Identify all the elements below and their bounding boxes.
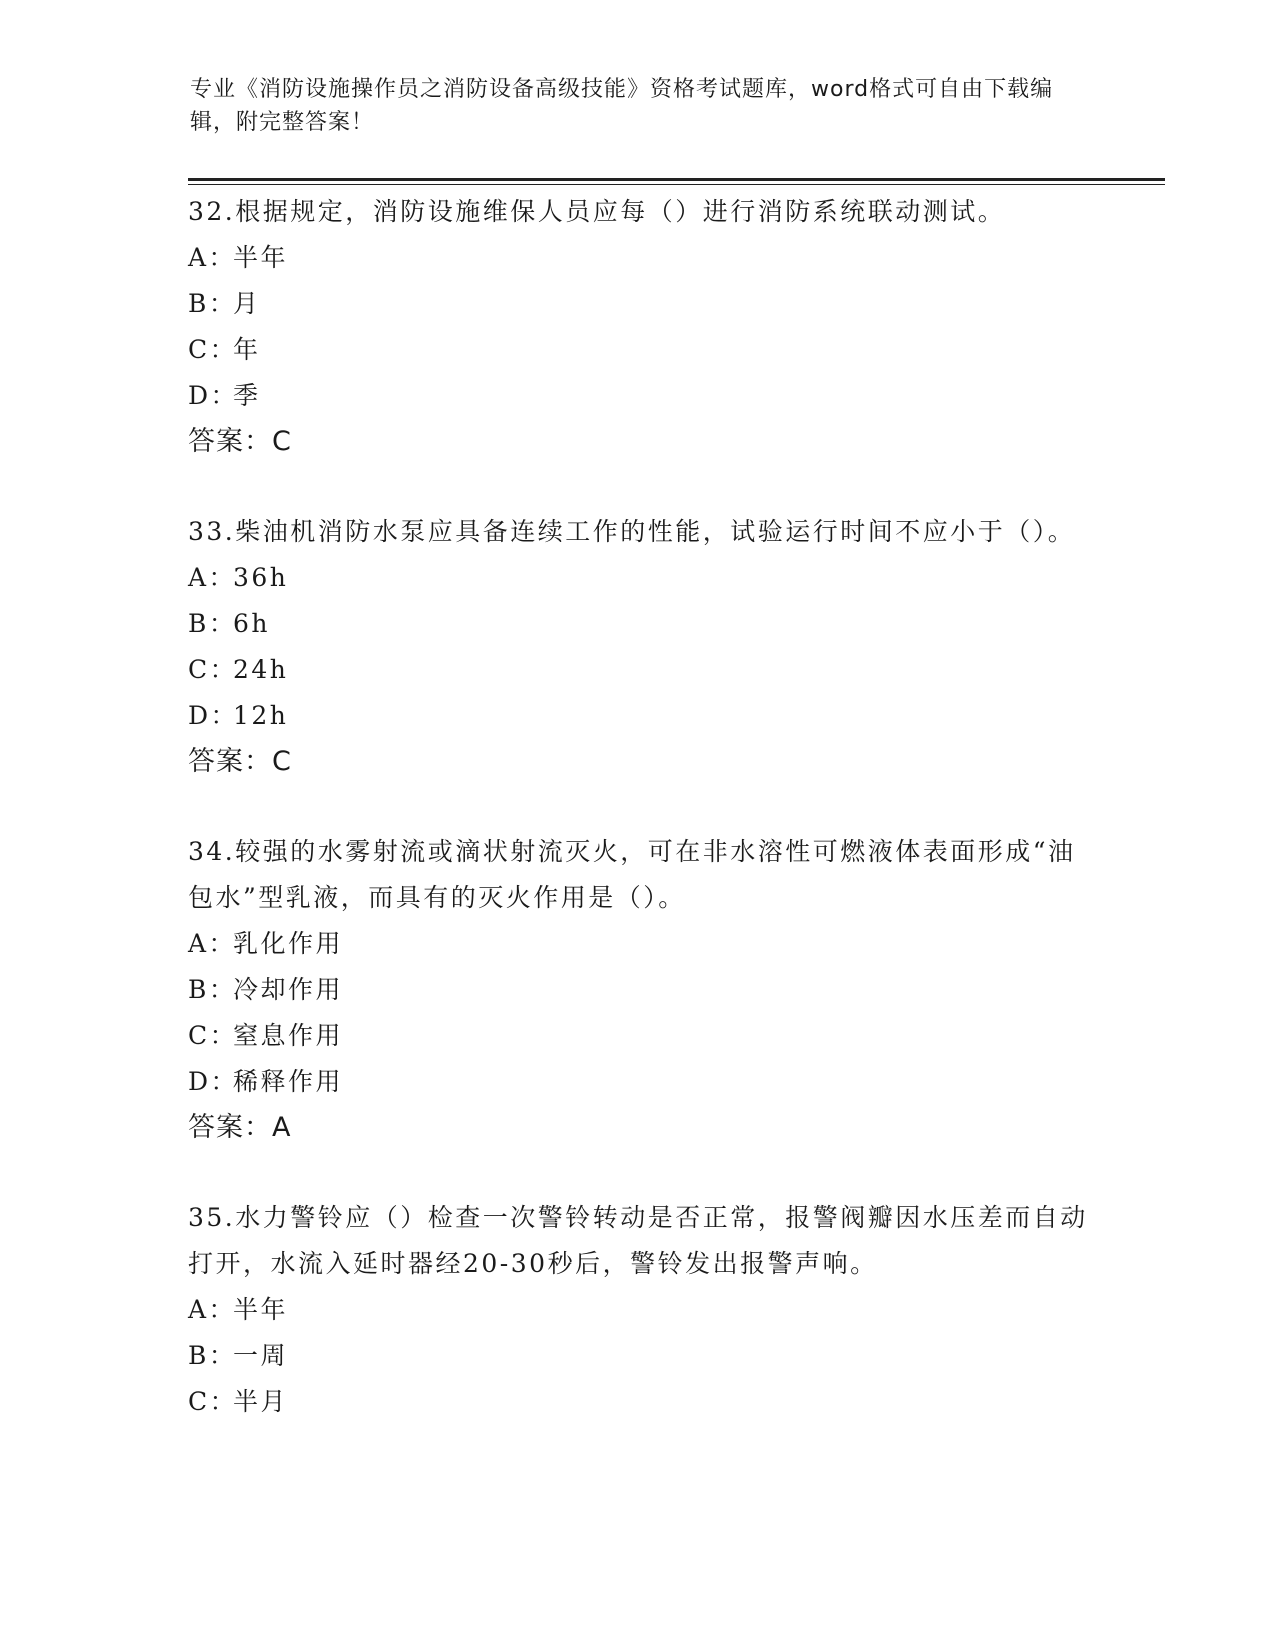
- option-c: [188, 327, 1088, 373]
- option-a: [188, 1287, 1088, 1333]
- option-letter: B：: [188, 289, 237, 318]
- option-letter: C：: [188, 1021, 238, 1050]
- option-text: 年: [233, 335, 261, 364]
- answer-line: 答案：C: [188, 746, 292, 777]
- option-d: [188, 1059, 1088, 1105]
- option-text: 窒息作用: [233, 1021, 344, 1050]
- answer-line: 答案：C: [188, 426, 292, 457]
- option-letter: C：: [188, 335, 238, 364]
- option-c: [188, 647, 1088, 693]
- option-b: [188, 281, 1088, 327]
- option-letter: B：: [188, 1341, 237, 1370]
- header-rule-thin: [188, 184, 1165, 185]
- question-text: 32.根据规定，消防设施维保人员应每（）进行消防系统联动测试。: [188, 197, 1006, 226]
- option-text: 半年: [233, 243, 289, 272]
- option-b: [188, 601, 1088, 647]
- option-text: 季: [233, 381, 261, 410]
- option-a: [188, 921, 1088, 967]
- option-text: 12h: [233, 701, 289, 730]
- option-letter: B：: [188, 609, 237, 638]
- option-letter: A：: [188, 563, 237, 592]
- question-34: [188, 829, 1088, 1151]
- option-d: [188, 693, 1088, 739]
- option-text: 半年: [233, 1295, 289, 1324]
- option-text: 冷却作用: [233, 975, 344, 1004]
- option-text: 24h: [233, 655, 289, 684]
- option-b: [188, 967, 1088, 1013]
- option-text: 稀释作用: [233, 1067, 344, 1096]
- header-rule: [188, 178, 1165, 181]
- option-text: 一周: [233, 1341, 289, 1370]
- question-33: [188, 509, 1088, 785]
- option-d: [188, 373, 1088, 419]
- option-letter: C：: [188, 1387, 238, 1416]
- option-letter: B：: [188, 975, 237, 1004]
- option-letter: A：: [188, 929, 237, 958]
- option-text: 36h: [233, 563, 289, 592]
- option-b: [188, 1333, 1088, 1379]
- document-header: 专业《消防设施操作员之消防设备高级技能》资格考试题库，word格式可自由下载编辑，附完整答案！: [190, 77, 1054, 135]
- option-c: [188, 1379, 1088, 1425]
- question-text: 35.水力警铃应（）检查一次警铃转动是否正常，报警阀瓣因水压差而自动打开，水流入延时器经20-30秒后，警铃发出报警声响。: [188, 1203, 1088, 1278]
- question-text: 33.柴油机消防水泵应具备连续工作的性能，试验运行时间不应小于（）。: [188, 517, 1076, 546]
- option-letter: D：: [188, 381, 239, 410]
- option-c: [188, 1013, 1088, 1059]
- option-text: 6h: [233, 609, 271, 638]
- option-letter: A：: [188, 1295, 237, 1324]
- option-text: 乳化作用: [233, 929, 344, 958]
- question-32: [188, 189, 1088, 465]
- question-list: [188, 189, 1088, 1425]
- answer-line: 答案：A: [188, 1112, 292, 1143]
- question-35: [188, 1195, 1088, 1425]
- option-letter: C：: [188, 655, 238, 684]
- option-text: 半月: [233, 1387, 289, 1416]
- question-text: 34.较强的水雾射流或滴状射流灭火，可在非水溶性可燃液体表面形成“油包水”型乳液，而具有的灭火作用是（）。: [188, 837, 1076, 912]
- option-letter: D：: [188, 701, 239, 730]
- option-letter: A：: [188, 243, 237, 272]
- option-a: [188, 555, 1088, 601]
- option-letter: D：: [188, 1067, 239, 1096]
- option-text: 月: [233, 289, 261, 318]
- option-a: [188, 235, 1088, 281]
